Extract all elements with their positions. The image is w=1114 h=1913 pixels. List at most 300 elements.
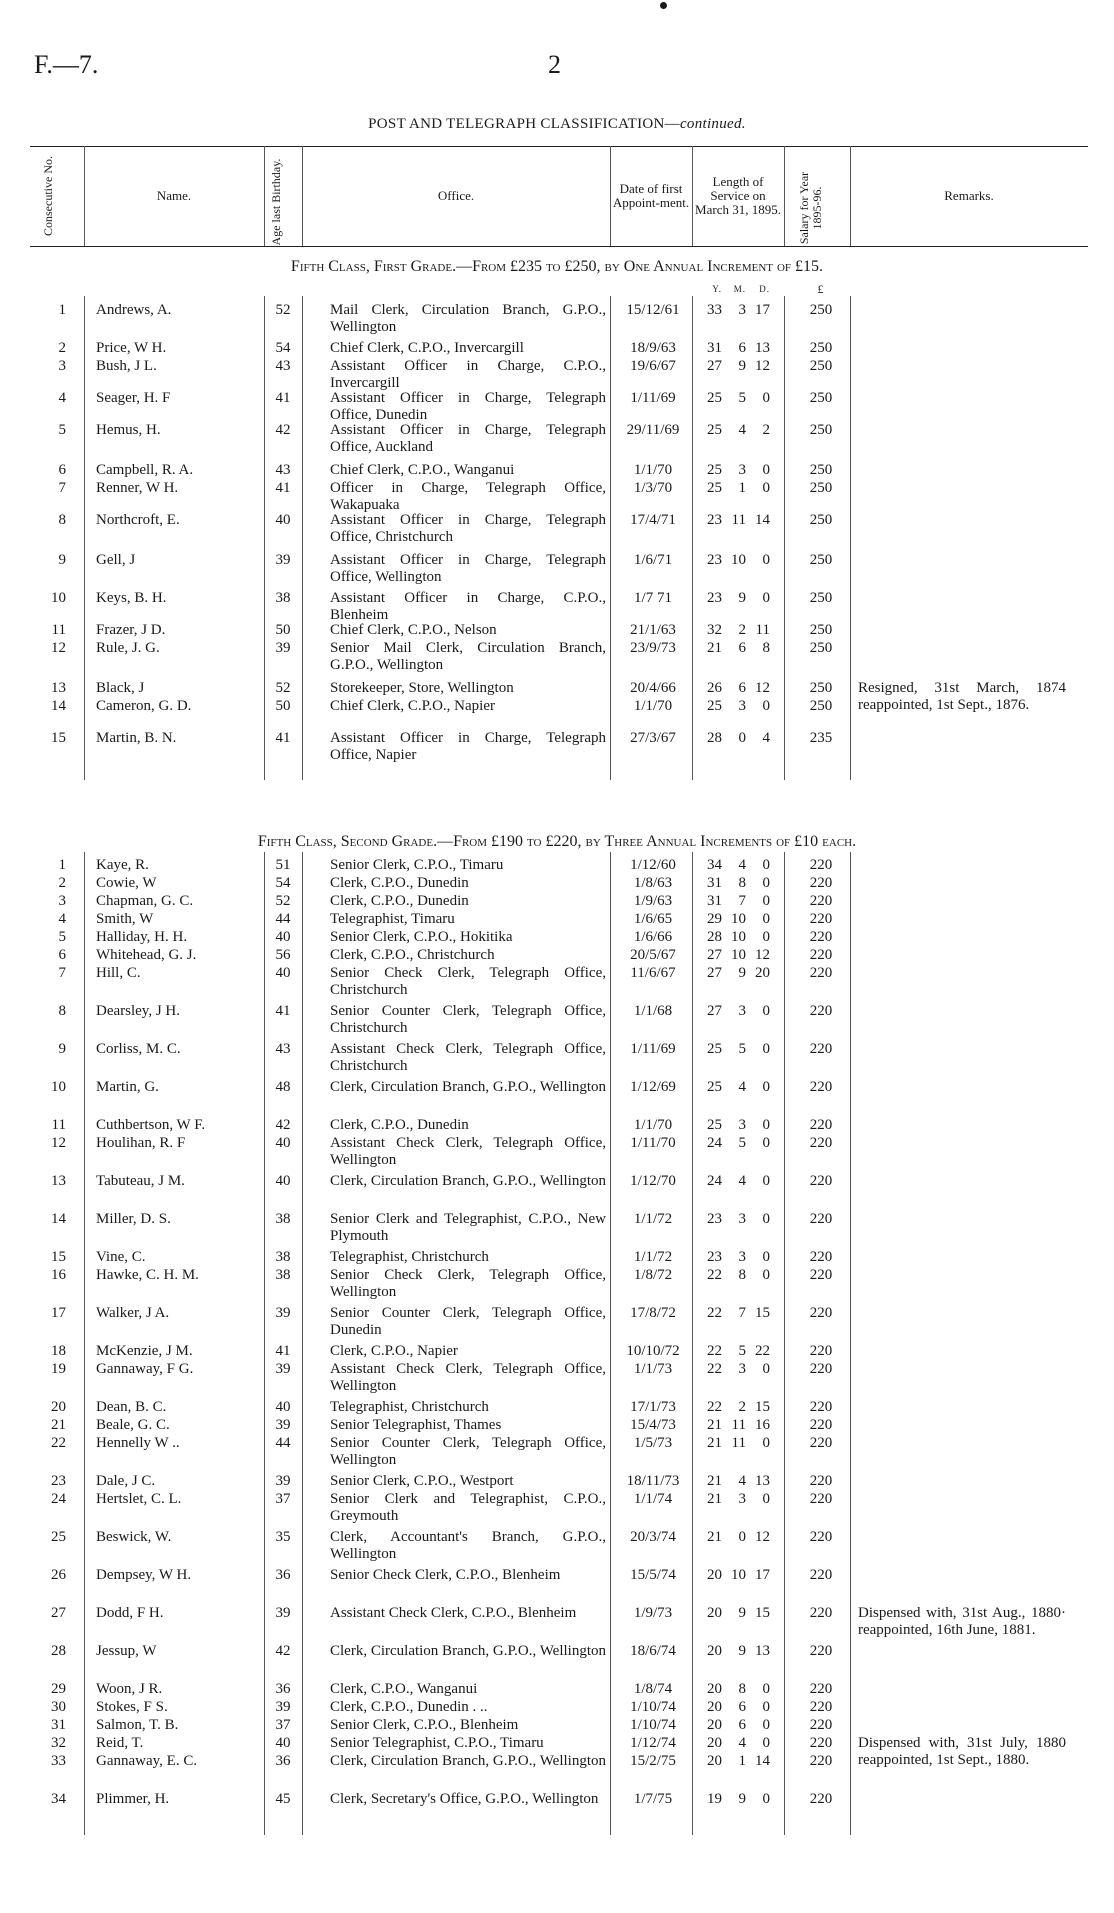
service-days: 20 (755, 965, 770, 981)
row-number: 7 (58, 965, 66, 981)
row-number: 31 (51, 1717, 66, 1733)
service-years: 20 (707, 1699, 722, 1715)
row-number: 4 (58, 390, 66, 406)
salary-value: 220 (809, 1361, 833, 1377)
service-months: 11 (731, 1417, 746, 1433)
employee-name: Corliss, M. C. (96, 1041, 181, 1057)
service-years: 24 (707, 1173, 722, 1189)
employee-name: Vine, C. (96, 1249, 146, 1265)
age-value: 43 (275, 1041, 291, 1057)
appointment-date: 1/6/71 (633, 552, 673, 568)
employee-name: Chapman, G. C. (96, 893, 194, 909)
employee-name: Bush, J L. (96, 358, 157, 374)
salary-value: 250 (809, 622, 833, 638)
service-days: 11 (755, 622, 770, 638)
age-value: 54 (275, 875, 291, 891)
office-value: Senior Telegraphist, C.P.O., Timaru (330, 1735, 544, 1751)
employee-name: Black, J (96, 680, 145, 696)
age-value: 39 (275, 640, 291, 656)
service-months: 4 (738, 1735, 746, 1751)
employee-name: Rule, J. G. (96, 640, 160, 656)
office-value: Clerk, C.P.O., Dunedin . .. (330, 1699, 488, 1715)
service-days: 15 (755, 1305, 770, 1321)
service-days: 0 (762, 1735, 770, 1751)
appointment-date: 1/11/69 (630, 390, 676, 406)
age-value: 43 (275, 358, 291, 374)
employee-name: Salmon, T. B. (96, 1717, 179, 1733)
age-value: 37 (275, 1717, 291, 1733)
age-value: 52 (275, 893, 291, 909)
service-days: 13 (755, 340, 770, 356)
service-months: 8 (738, 1267, 746, 1283)
service-months: 6 (738, 1699, 746, 1715)
office-value: Chief Clerk, C.P.O., Wanganui (330, 462, 515, 478)
office-value: Clerk, Secretary's Office, G.P.O., Wellington (330, 1791, 599, 1807)
office-value: Clerk, C.P.O., Dunedin (330, 893, 469, 909)
service-months: 4 (738, 422, 746, 438)
row-number: 25 (51, 1529, 66, 1545)
appointment-date: 1/1/74 (633, 1491, 673, 1507)
appointment-date: 1/10/74 (630, 1699, 676, 1715)
service-days: 0 (762, 698, 770, 714)
page-title (0, 116, 1114, 133)
office-value: Assistant Check Clerk, C.P.O., Blenheim (330, 1605, 577, 1621)
remarks-value: Resigned, 31st March, 1874 reappointed, 1st Sept., 1876. (858, 680, 1066, 713)
row-number: 3 (58, 893, 66, 909)
service-days: 0 (762, 1173, 770, 1189)
age-value: 41 (275, 1003, 291, 1019)
column-divider (850, 852, 851, 1835)
age-value: 44 (275, 1435, 291, 1451)
row-number: 16 (51, 1267, 66, 1283)
service-days: 0 (762, 1267, 770, 1283)
employee-name: Gannaway, F G. (96, 1361, 194, 1377)
salary-value: 220 (809, 1717, 833, 1733)
salary-value: 220 (809, 1343, 833, 1359)
service-days: 0 (762, 1003, 770, 1019)
office-value: Senior Mail Clerk, Circulation Branch, G.P.O., Wellington (330, 640, 606, 673)
column-divider (850, 296, 851, 780)
office-value: Senior Clerk, C.P.O., Westport (330, 1473, 514, 1489)
column-divider (610, 852, 611, 1835)
salary-value: 220 (809, 1791, 833, 1807)
row-number: 11 (51, 622, 66, 638)
service-years: 25 (707, 480, 722, 496)
salary-value: 220 (809, 1735, 833, 1751)
service-months: 11 (731, 512, 746, 528)
office-value: Clerk, C.P.O., Dunedin (330, 875, 469, 891)
service-years: 25 (707, 462, 722, 478)
appointment-date: 1/1/73 (633, 1361, 673, 1377)
service-days: 22 (755, 1343, 770, 1359)
employee-name: Dempsey, W H. (96, 1567, 192, 1583)
appointment-date: 1/8/72 (633, 1267, 673, 1283)
service-months: 4 (738, 1473, 746, 1489)
age-value: 36 (275, 1567, 291, 1583)
service-years: 23 (707, 512, 722, 528)
service-months: 0 (738, 730, 746, 746)
column-divider (692, 852, 693, 1835)
appointment-date: 18/6/74 (630, 1643, 676, 1659)
salary-value: 220 (809, 1435, 833, 1451)
row-number: 18 (51, 1343, 66, 1359)
service-days: 0 (762, 1699, 770, 1715)
header-divider (302, 146, 303, 246)
office-value: Senior Check Clerk, C.P.O., Blenheim (330, 1567, 561, 1583)
service-years: 34 (707, 857, 722, 873)
age-value: 36 (275, 1681, 291, 1697)
service-months: 10 (731, 911, 746, 927)
office-value: Assistant Officer in Charge, Telegraph Office, Dunedin (330, 390, 606, 423)
office-value: Clerk, C.P.O., Wanganui (330, 1681, 478, 1697)
employee-name: Miller, D. S. (96, 1211, 171, 1227)
employee-name: Kaye, R. (96, 857, 149, 873)
service-months: 11 (731, 1435, 746, 1451)
service-years: 19 (707, 1791, 722, 1807)
service-years: 23 (707, 552, 722, 568)
appointment-date: 1/10/74 (630, 1717, 676, 1733)
office-value: Senior Clerk and Telegraphist, C.P.O., Greymouth (330, 1491, 606, 1524)
appointment-date: 1/5/73 (633, 1435, 673, 1451)
age-value: 42 (275, 1643, 291, 1659)
service-years: 21 (707, 1491, 722, 1507)
service-days: 0 (762, 1681, 770, 1697)
row-number: 5 (58, 929, 66, 945)
column-divider (692, 296, 693, 780)
row-number: 29 (51, 1681, 66, 1697)
age-value: 40 (275, 512, 291, 528)
service-years: 25 (707, 390, 722, 406)
office-value: Assistant Officer in Charge, C.P.O., Blenheim (330, 590, 606, 623)
row-number: 26 (51, 1567, 66, 1583)
row-number: 19 (51, 1361, 66, 1377)
salary-value: 220 (809, 911, 833, 927)
office-value: Senior Clerk, C.P.O., Timaru (330, 857, 504, 873)
office-value: Clerk, C.P.O., Christchurch (330, 947, 495, 963)
service-days: 2 (762, 422, 770, 438)
row-number: 2 (58, 875, 66, 891)
appointment-date: 1/1/70 (633, 698, 673, 714)
age-value: 51 (275, 857, 291, 873)
row-number: 27 (51, 1605, 66, 1621)
age-value: 48 (275, 1079, 291, 1095)
service-years: 23 (707, 590, 722, 606)
service-months: 0 (738, 1529, 746, 1545)
service-days: 0 (762, 1249, 770, 1265)
age-value: 52 (275, 302, 291, 318)
appointment-date: 1/6/65 (633, 911, 673, 927)
age-value: 41 (275, 1343, 291, 1359)
office-value: Senior Counter Clerk, Telegraph Office, Dunedin (330, 1305, 606, 1338)
salary-value: 220 (809, 1267, 833, 1283)
service-months: 3 (738, 1361, 746, 1377)
salary-value: 220 (809, 1003, 833, 1019)
salary-value: 220 (809, 1529, 833, 1545)
salary-value: 250 (809, 358, 833, 374)
service-months: 1 (738, 1753, 746, 1769)
service-years: 22 (707, 1399, 722, 1415)
office-value: Senior Counter Clerk, Telegraph Office, Christchurch (330, 1003, 606, 1036)
service-days: 0 (762, 1791, 770, 1807)
appointment-date: 1/1/72 (633, 1249, 673, 1265)
service-days: 0 (762, 480, 770, 496)
service-years: 26 (707, 680, 722, 696)
salary-value: 220 (809, 1079, 833, 1095)
age-value: 38 (275, 590, 291, 606)
employee-name: Dale, J C. (96, 1473, 156, 1489)
employee-name: Jessup, W (96, 1643, 157, 1659)
service-years: 27 (707, 358, 722, 374)
service-years: 32 (707, 622, 722, 638)
column-divider (84, 296, 85, 780)
age-value: 40 (275, 1135, 291, 1151)
service-years: 25 (707, 1079, 722, 1095)
employee-name: Dearsley, J H. (96, 1003, 181, 1019)
office-value: Assistant Check Clerk, Telegraph Office, Christchurch (330, 1041, 606, 1074)
row-number: 8 (58, 1003, 66, 1019)
service-years: 20 (707, 1753, 722, 1769)
service-months: 9 (738, 358, 746, 374)
column-header-length-of-service: Length of Service on March 31, 1895. (695, 174, 781, 217)
employee-name: Cuthbertson, W F. (96, 1117, 206, 1133)
appointment-date: 23/9/73 (630, 640, 676, 656)
row-number: 22 (51, 1435, 66, 1451)
age-value: 38 (275, 1249, 291, 1265)
employee-name: Walker, J A. (96, 1305, 170, 1321)
appointment-date: 1/1/68 (633, 1003, 673, 1019)
service-days: 16 (755, 1417, 770, 1433)
age-value: 39 (275, 1605, 291, 1621)
column-header-date: Date of first Appoint-ment. (612, 181, 690, 210)
appointment-date: 18/9/63 (630, 340, 676, 356)
service-years: 21 (707, 1473, 722, 1489)
salary-value: 220 (809, 965, 833, 981)
service-months: 10 (731, 552, 746, 568)
service-months: 5 (738, 1041, 746, 1057)
employee-name: Price, W H. (96, 340, 167, 356)
section-title-fifth-class-first-grade: Fifth Class, First Grade.—From £235 to £250, by One Annual Increment of £15. (290, 258, 824, 275)
service-years: 27 (707, 947, 722, 963)
row-number: 9 (58, 552, 66, 568)
remarks-value: Dispensed with, 31st Aug., 1880· reappointed, 16th June, 1881. (858, 1605, 1066, 1638)
employee-name: Cowie, W (96, 875, 157, 891)
page-number: 2 (548, 50, 561, 79)
age-value: 40 (275, 1173, 291, 1189)
service-days: 0 (762, 1211, 770, 1227)
employee-name: Northcroft, E. (96, 512, 180, 528)
office-value: Chief Clerk, C.P.O., Invercargill (330, 340, 524, 356)
employee-name: Beale, G. C. (96, 1417, 170, 1433)
office-value: Clerk, C.P.O., Napier (330, 1343, 458, 1359)
salary-value: 250 (809, 590, 833, 606)
service-years: 20 (707, 1681, 722, 1697)
service-months: 6 (738, 1717, 746, 1733)
office-value: Assistant Officer in Charge, C.P.O., Invercargill (330, 358, 606, 391)
employee-name: Gannaway, E. C. (96, 1753, 198, 1769)
employee-name: Smith, W (96, 911, 154, 927)
unit-months: M. (733, 284, 746, 294)
service-months: 9 (738, 965, 746, 981)
appointment-date: 1/11/70 (630, 1135, 676, 1151)
service-years: 31 (707, 893, 722, 909)
salary-value: 250 (809, 390, 833, 406)
row-number: 10 (51, 1079, 66, 1095)
salary-value: 250 (809, 698, 833, 714)
service-years: 28 (707, 730, 722, 746)
appointment-date: 15/4/73 (630, 1417, 676, 1433)
employee-name: Andrews, A. (96, 302, 172, 318)
appointment-date: 1/6/66 (633, 929, 673, 945)
office-value: Mail Clerk, Circulation Branch, G.P.O., Wellington (330, 302, 606, 335)
row-number: 9 (58, 1041, 66, 1057)
salary-value: 220 (809, 1567, 833, 1583)
service-months: 5 (738, 390, 746, 406)
office-value: Assistant Officer in Charge, Telegraph Office, Christchurch (330, 512, 606, 545)
age-value: 44 (275, 911, 291, 927)
office-value: Assistant Check Clerk, Telegraph Office, Wellington (330, 1135, 606, 1168)
appointment-date: 1/1/70 (633, 462, 673, 478)
employee-name: Woon, J R. (96, 1681, 163, 1697)
employee-name: Dodd, F H. (96, 1605, 164, 1621)
age-value: 39 (275, 1361, 291, 1377)
service-months: 4 (738, 857, 746, 873)
service-months: 6 (738, 340, 746, 356)
employee-name: Hemus, H. (96, 422, 161, 438)
service-months: 3 (738, 1249, 746, 1265)
salary-value: 220 (809, 1211, 833, 1227)
service-months: 10 (731, 929, 746, 945)
salary-value: 220 (809, 1643, 833, 1659)
salary-value: 250 (809, 680, 833, 696)
appointment-date: 1/7 71 (634, 590, 672, 606)
office-value: Senior Clerk and Telegraphist, C.P.O., New Plymouth (330, 1211, 606, 1244)
row-number: 8 (58, 512, 66, 528)
office-value: Clerk, Accountant's Branch, G.P.O., Wellington (330, 1529, 606, 1562)
office-value: Senior Counter Clerk, Telegraph Office, Wellington (330, 1435, 606, 1468)
remarks-value: Dispensed with, 31st July, 1880 reappointed, 1st Sept., 1880. (858, 1735, 1066, 1768)
employee-name: Hennelly W .. (96, 1435, 180, 1451)
column-header-remarks: Remarks. (944, 188, 994, 203)
salary-value: 250 (809, 640, 833, 656)
service-months: 9 (738, 1643, 746, 1659)
appointment-date: 1/1/70 (633, 1117, 673, 1133)
service-days: 0 (762, 875, 770, 891)
age-value: 36 (275, 1753, 291, 1769)
appointment-date: 1/12/74 (630, 1735, 676, 1751)
section-title-fifth-class-second-grade: Fifth Class, Second Grade.—From £190 to £220, by Three Annual Increments of £10 each. (257, 833, 857, 850)
service-years: 20 (707, 1643, 722, 1659)
service-days: 8 (762, 640, 770, 656)
salary-value: 235 (809, 730, 833, 746)
service-years: 25 (707, 422, 722, 438)
service-days: 13 (755, 1473, 770, 1489)
age-value: 41 (275, 390, 291, 406)
unit-currency: £ (817, 282, 825, 296)
age-value: 42 (275, 422, 291, 438)
age-value: 41 (275, 480, 291, 496)
service-months: 3 (738, 302, 746, 318)
service-years: 29 (707, 911, 722, 927)
service-days: 0 (762, 552, 770, 568)
column-divider (84, 852, 85, 1835)
service-months: 2 (738, 622, 746, 638)
office-value: Clerk, C.P.O., Dunedin (330, 1117, 469, 1133)
service-years: 22 (707, 1361, 722, 1377)
employee-name: Tabuteau, J M. (96, 1173, 185, 1189)
service-years: 22 (707, 1343, 722, 1359)
row-number: 1 (58, 857, 66, 873)
appointment-date: 17/8/72 (630, 1305, 676, 1321)
service-years: 20 (707, 1605, 722, 1621)
age-value: 39 (275, 552, 291, 568)
service-months: 7 (738, 893, 746, 909)
salary-value: 250 (809, 512, 833, 528)
age-value: 39 (275, 1699, 291, 1715)
salary-value: 220 (809, 1699, 833, 1715)
employee-name: Seager, H. F (96, 390, 171, 406)
appointment-date: 1/1/72 (633, 1211, 673, 1227)
service-months: 2 (738, 1399, 746, 1415)
salary-value: 220 (809, 1305, 833, 1321)
column-divider (302, 852, 303, 1835)
row-number: 6 (58, 947, 66, 963)
service-days: 0 (762, 1135, 770, 1151)
service-days: 0 (762, 857, 770, 873)
service-days: 0 (762, 1041, 770, 1057)
age-value: 56 (275, 947, 291, 963)
employee-name: Beswick, W. (96, 1529, 172, 1545)
service-years: 21 (707, 1417, 722, 1433)
salary-value: 220 (809, 1753, 833, 1769)
service-days: 0 (762, 893, 770, 909)
employee-name: Houlihan, R. F (96, 1135, 186, 1151)
appointment-date: 1/12/60 (630, 857, 676, 873)
row-number: 14 (51, 698, 66, 714)
service-months: 4 (738, 1079, 746, 1095)
service-months: 3 (738, 1211, 746, 1227)
service-days: 0 (762, 1079, 770, 1095)
header-divider (850, 146, 851, 246)
salary-value: 220 (809, 1473, 833, 1489)
salary-value: 220 (809, 1173, 833, 1189)
appointment-date: 1/11/69 (630, 1041, 676, 1057)
service-years: 22 (707, 1305, 722, 1321)
service-years: 31 (707, 875, 722, 891)
service-months: 6 (738, 640, 746, 656)
office-value: Senior Clerk, C.P.O., Blenheim (330, 1717, 519, 1733)
service-months: 3 (738, 462, 746, 478)
office-value: Clerk, Circulation Branch, G.P.O., Wellington (330, 1753, 606, 1769)
appointment-date: 1/12/70 (630, 1173, 676, 1189)
page-title-main: POST AND TELEGRAPH CLASSIFICATION— (368, 116, 680, 132)
service-days: 0 (762, 1717, 770, 1733)
service-months: 6 (738, 680, 746, 696)
service-days: 15 (755, 1605, 770, 1621)
employee-name: Frazer, J D. (96, 622, 166, 638)
age-value: 54 (275, 340, 291, 356)
appointment-date: 1/9/63 (633, 893, 673, 909)
employee-name: Renner, W H. (96, 480, 179, 496)
appointment-date: 15/12/61 (626, 302, 680, 318)
service-months: 5 (738, 1343, 746, 1359)
row-number: 17 (51, 1305, 66, 1321)
service-years: 23 (707, 1211, 722, 1227)
header-divider (610, 146, 611, 246)
service-years: 27 (707, 1003, 722, 1019)
service-days: 12 (755, 1529, 770, 1545)
column-divider (264, 296, 265, 780)
service-days: 0 (762, 1491, 770, 1507)
